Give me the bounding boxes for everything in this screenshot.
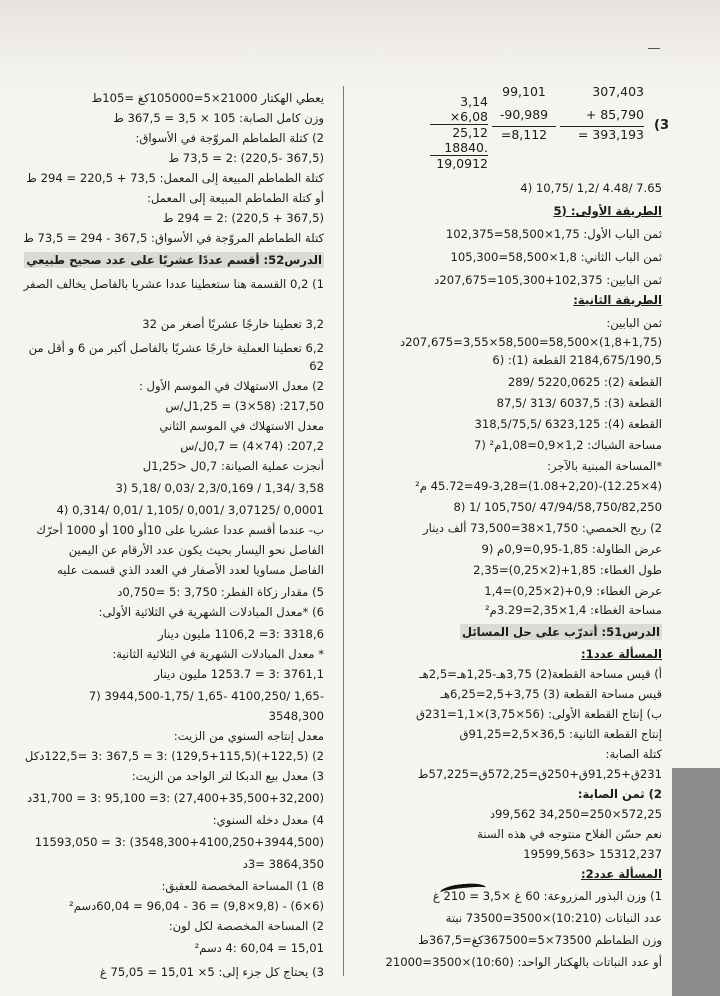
text-line: 2184,675/190,5 القطعة (1): (6: [492, 353, 662, 367]
text-line: أنجزت عملية الصيانة: 0,7ل <1,25ل: [142, 459, 324, 473]
multiplication-partial-1: 25,12: [430, 124, 488, 140]
text-line: ثمن الباب الثاني: 1,8×58,500=105,300: [450, 250, 662, 264]
page-top-shadow: [0, 0, 720, 70]
text-line: (6×6) - (9,8×9,8) = 36 - 96,04 = 60,04دسم²: [69, 899, 324, 913]
text-line: نعم حسّن الفلاح منتوجه في هذه السنة: [477, 827, 662, 841]
section-heading: الطريقة الثانية:: [573, 293, 662, 307]
column-divider: [343, 86, 344, 976]
scan-edge-shadow: [672, 768, 720, 996]
text-line: 8) 1) المساحة المخصصة للعقيق:: [161, 879, 324, 893]
text-line: ثمن البابين: 102,375+105,300=207,675د: [434, 273, 662, 287]
text-line: عرض الغطاء: 0,9+(2×0,25)=1,4: [484, 584, 662, 598]
text-line: ثمن البابين:: [606, 316, 662, 330]
addition-result: = 393,193: [560, 126, 644, 142]
text-line: (27,400+35,500+32,200) :3= 95,100 :3 = 31,700د: [27, 791, 324, 805]
text-line: 0,0001 /3,07125 /0,001 /1,105 /0,01 /0,314 (4: [56, 503, 324, 517]
section-heading: الطريقة الأولى: (5: [553, 204, 662, 218]
text-line: كتلة الطماطم المروّجة في الأسواق: 367,5 - 294 = 73,5 ط: [23, 231, 324, 245]
text-line: 7.65 /4.48 /1,2 /10,75 (4: [520, 181, 662, 195]
text-line: 2) ربح الحمصي: 1,750×38=73,500 ألف دينار: [423, 521, 662, 535]
text-line: مساحة الشباك: 1,2×0,9=1,08م² (7: [473, 438, 662, 452]
addition-operation: [560, 84, 644, 142]
text-line: ب- عندما أقسم عددا عشريا على 10أو 100 أو 1000 أحرّك: [36, 523, 324, 537]
text-line: 3761,1 :3 = 1253.7 مليون دينار: [154, 667, 324, 681]
text-line: الفاصل مساويا لعدد الأصفار في العدد الذي قسمت عليه: [57, 563, 324, 577]
text-line: 6) *معدل المبادلات الشهرية في الثلاثية الأولى:: [98, 605, 324, 619]
text-line: (3548,300+4100,250+3944,500) :3 = 11593,050: [34, 835, 324, 849]
lesson-heading: الدرس52: أقسم عددًا عشريًا على عدد صحيح طبيعي: [26, 253, 322, 267]
text-line: 5) مقدار زكاة الفطر: 3,750 :5 =0,750د: [117, 585, 324, 599]
text-line: 217,50: (58×3) = 1,25ل/س: [165, 399, 324, 413]
text-line: 2) ثمن الصابة:: [577, 787, 662, 801]
text-line: إنتاج القطعة الثانية: 36,5×2,5=91,25ق: [459, 727, 662, 741]
text-line: قيس مساحة القطعة (3) 3,75+2,5=6,25هـ: [440, 687, 662, 701]
text-line: 2) معدل الاستهلاك في الموسم الأول :: [138, 379, 324, 393]
subtraction-operation: [492, 84, 556, 142]
text-line: ب) إنتاج القطعة الأولى: (56×3,75)×1,1=231ق: [415, 707, 662, 721]
multiplication-operand-b: ×6,08: [449, 109, 488, 124]
text-line: 3318,6 :3= 1106,2 مليون دينار: [158, 627, 324, 641]
text-line: وزن الطماطم 73500×5=367500كغ=367,5ط: [418, 933, 662, 947]
text-line: معدل الاستهلاك في الموسم الثاني: [159, 419, 324, 433]
text-line: 15312,237 <19599,563: [523, 847, 662, 861]
text-line: عدد النباتات (10:210)×3500=73500 نبتة: [445, 911, 662, 925]
text-line: 3548,300: [268, 709, 324, 723]
text-line: الفاصل نحو اليسار بحيث يكون عدد الأرقام عن اليمين: [68, 543, 324, 557]
text-line: (1,8+1,75)×58,500=58,500×3,55=207,675د: [399, 335, 662, 349]
addition-operand-b: + 85,790: [585, 107, 644, 122]
exercise-number-3: (3: [654, 118, 669, 133]
text-line: القطعة (2): 5220,0625 /289: [507, 375, 662, 389]
text-line: 2) كتلة الطماطم المروّجة في الأسواق:: [135, 131, 324, 145]
text-line: عرض الطاولة: 1,85-0,95=0,9م (9: [481, 542, 662, 556]
text-line: 572,25×250=34,250 99,562د: [489, 807, 662, 821]
text-line: 1) 0,2 القسمة هنا ستعطينا عددا عشريا بالفاصل يخالف الصفر: [23, 277, 324, 291]
lesson-heading: الدرس51: أتدرّب على حل المسائل: [461, 625, 660, 639]
text-line: 47/94/58,750/82,250 /105,750 /1 (8: [453, 500, 662, 514]
text-line: أو كتلة الطماطم المبيعة إلى المعمل:: [147, 191, 324, 205]
text-line: 3) معدل بيع الدبكا لتر الواحد من الزيت:: [131, 769, 324, 783]
subtraction-operand-a: 99,101: [502, 84, 546, 99]
text-line: أ) قيس مساحة القطعة(2) 3,75هـ-1,25هـ=2,5هـ: [419, 667, 662, 681]
text-line: (367,5 -220,5) :2 = 73,5 ط: [168, 151, 324, 165]
text-line: 62: [309, 359, 324, 373]
text-line: 3,2 تعطينا خارجًا عشريًا أصغر من 32: [142, 317, 324, 331]
text-line: كتلة الطماطم المبيعة إلى المعمل: 73,5 + 220,5 = 294 ط: [26, 171, 324, 185]
text-line: طول الغطاء: 1,85+(2×0,25)=2,35: [473, 563, 662, 577]
multiplication-operation: [430, 94, 488, 171]
subtraction-operand-b: -90,989: [499, 107, 549, 122]
multiplication-result: 19,0912: [430, 155, 488, 171]
problem-heading: المسألة عدد1:: [581, 647, 662, 661]
text-line: 6,2 تعطينا العملية خارجًا عشريًا بالفاصل أكبر من 6 و أقل من: [28, 341, 324, 355]
text-line: 207,2: (74×4) = 0,7ل/س: [180, 439, 324, 453]
text-line: القطعة (4): 6323,125 /318,5/75,5: [474, 417, 662, 431]
text-line: 15,01 = 60,04 :4 دسم²: [194, 941, 324, 955]
text-line: 3) يحتاج كل جزء إلى: 5× 15,01 = 75,05 غ: [99, 965, 324, 979]
subtraction-result: =8,112: [492, 126, 556, 142]
text-line: 231ق+91,25ق+250ق=572,25ق=57,225ط: [417, 767, 662, 781]
text-line: مساحة الغطاء: 1,4×2,35=3.29م²: [485, 603, 662, 617]
page-dash-mark: [648, 48, 660, 49]
text-line: 3864,350 =3د: [242, 857, 324, 871]
text-line: -1,65 /4100,250 -1,65 /3944,500-1,75 (7: [88, 689, 324, 703]
text-line: * معدل المبادلات الشهرية في الثلاثية الثانية:: [112, 647, 324, 661]
text-line: 1) وزن البذور المزروعة: 60 غ ×3,5 = 210 غ: [432, 889, 662, 903]
multiplication-partial-2: 18840.: [444, 140, 488, 155]
text-line: (4×12.25)-(1.08+2,20)=49-3,28=45.72 م²: [415, 479, 662, 493]
text-line: 2) المساحة المخصصة لكل لون:: [168, 919, 324, 933]
text-line: كتلة الصابة:: [605, 747, 662, 761]
text-line: معدل إنتاجه السنوي من الزيت:: [173, 729, 324, 743]
text-line: 4) معدل دخله السنوي:: [212, 813, 324, 827]
multiplication-operand-a: 3,14: [460, 94, 488, 109]
problem-heading: المسألة عدد2:: [581, 867, 662, 881]
text-line: 2) (122,5+)(129,5+115,5) :3 = 367,5 :3 =122,5دكل: [24, 749, 324, 763]
addition-operand-a: 307,403: [592, 84, 644, 99]
text-line: أو عدد النباتات بالهكتار الواحد: (10:60)×3500=21000: [385, 955, 662, 969]
text-line: ثمن الباب الأول: 1,75×58,500=102,375: [445, 227, 662, 241]
text-line: وزن كامل الصابة: 105 × 3,5 = 367,5 ط: [113, 111, 324, 125]
text-line: (367,5 + 220,5) :2 = 294 ط: [162, 211, 324, 225]
text-line: 3,58 /1,34 / 2,3/0,169 /0,03 /5,18 (3: [115, 481, 324, 495]
text-line: يعطي الهكتار 21000×5=105000كغ =105ط: [91, 91, 324, 105]
text-line: القطعة (3): 6037,5 /313 /87,5: [496, 396, 662, 410]
text-line: *المساحة المبنية بالآجر:: [547, 459, 662, 473]
